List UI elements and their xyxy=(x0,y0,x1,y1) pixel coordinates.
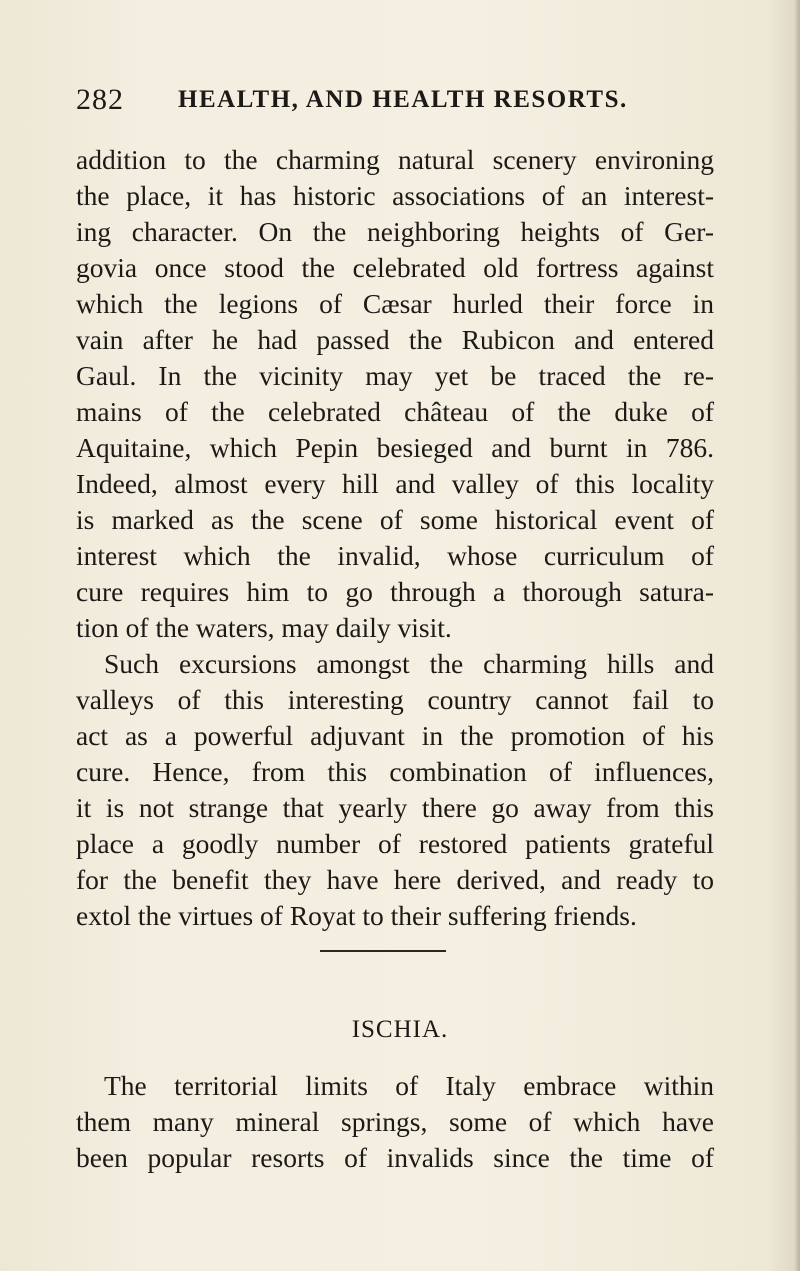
text-line: Such excursions amongst the charming hills and xyxy=(104,648,714,679)
section-heading: ISCHIA. xyxy=(351,1016,449,1043)
text-line: ing character. On the neighboring heights of Ger- xyxy=(76,216,714,247)
text-line: place a goodly number of restored patients grateful xyxy=(76,828,714,859)
text-line: The territorial limits of Italy embrace within xyxy=(104,1070,714,1101)
text-line: mains of the celebrated château of the duke of xyxy=(76,396,714,427)
text-line: tion of the waters, may daily visit. xyxy=(76,612,452,643)
text-line: addition to the charming natural scenery environing xyxy=(76,144,714,175)
text-line: vain after he had passed the Rubicon and entered xyxy=(76,324,714,355)
text-line: been popular resorts of invalids since the time of xyxy=(76,1142,714,1173)
running-title: HEALTH, AND HEALTH RESORTS. xyxy=(178,86,628,113)
text-line: cure. Hence, from this combination of influences, xyxy=(76,756,714,787)
text-line: act as a powerful adjuvant in the promotion of his xyxy=(76,720,714,751)
running-head xyxy=(76,80,636,120)
text-line: which the legions of Cæsar hurled their force in xyxy=(76,288,714,319)
page-edge-shadow xyxy=(794,0,800,1271)
section-divider-rule xyxy=(320,950,446,952)
text-line: govia once stood the celebrated old fortress against xyxy=(76,252,714,283)
text-line: the place, it has historic associations of an interest- xyxy=(76,180,714,211)
text-line: them many mineral springs, some of which have xyxy=(76,1106,714,1137)
text-line: cure requires him to go through a thorough satura- xyxy=(76,576,714,607)
text-line: interest which the invalid, whose curriculum of xyxy=(76,540,714,571)
page-number: 282 xyxy=(76,83,124,116)
text-line: extol the virtues of Royat to their suffering friends. xyxy=(76,900,637,931)
text-line: is marked as the scene of some historical event of xyxy=(76,504,714,535)
text-line: Gaul. In the vicinity may yet be traced the re- xyxy=(76,360,714,391)
text-line: Indeed, almost every hill and valley of this locality xyxy=(76,468,714,499)
text-line: Aquitaine, which Pepin besieged and burnt in 786. xyxy=(76,432,714,463)
text-line: for the benefit they have here derived, and ready to xyxy=(76,864,714,895)
text-line: it is not strange that yearly there go away from this xyxy=(76,792,714,823)
text-line: valleys of this interesting country cannot fail to xyxy=(76,684,714,715)
